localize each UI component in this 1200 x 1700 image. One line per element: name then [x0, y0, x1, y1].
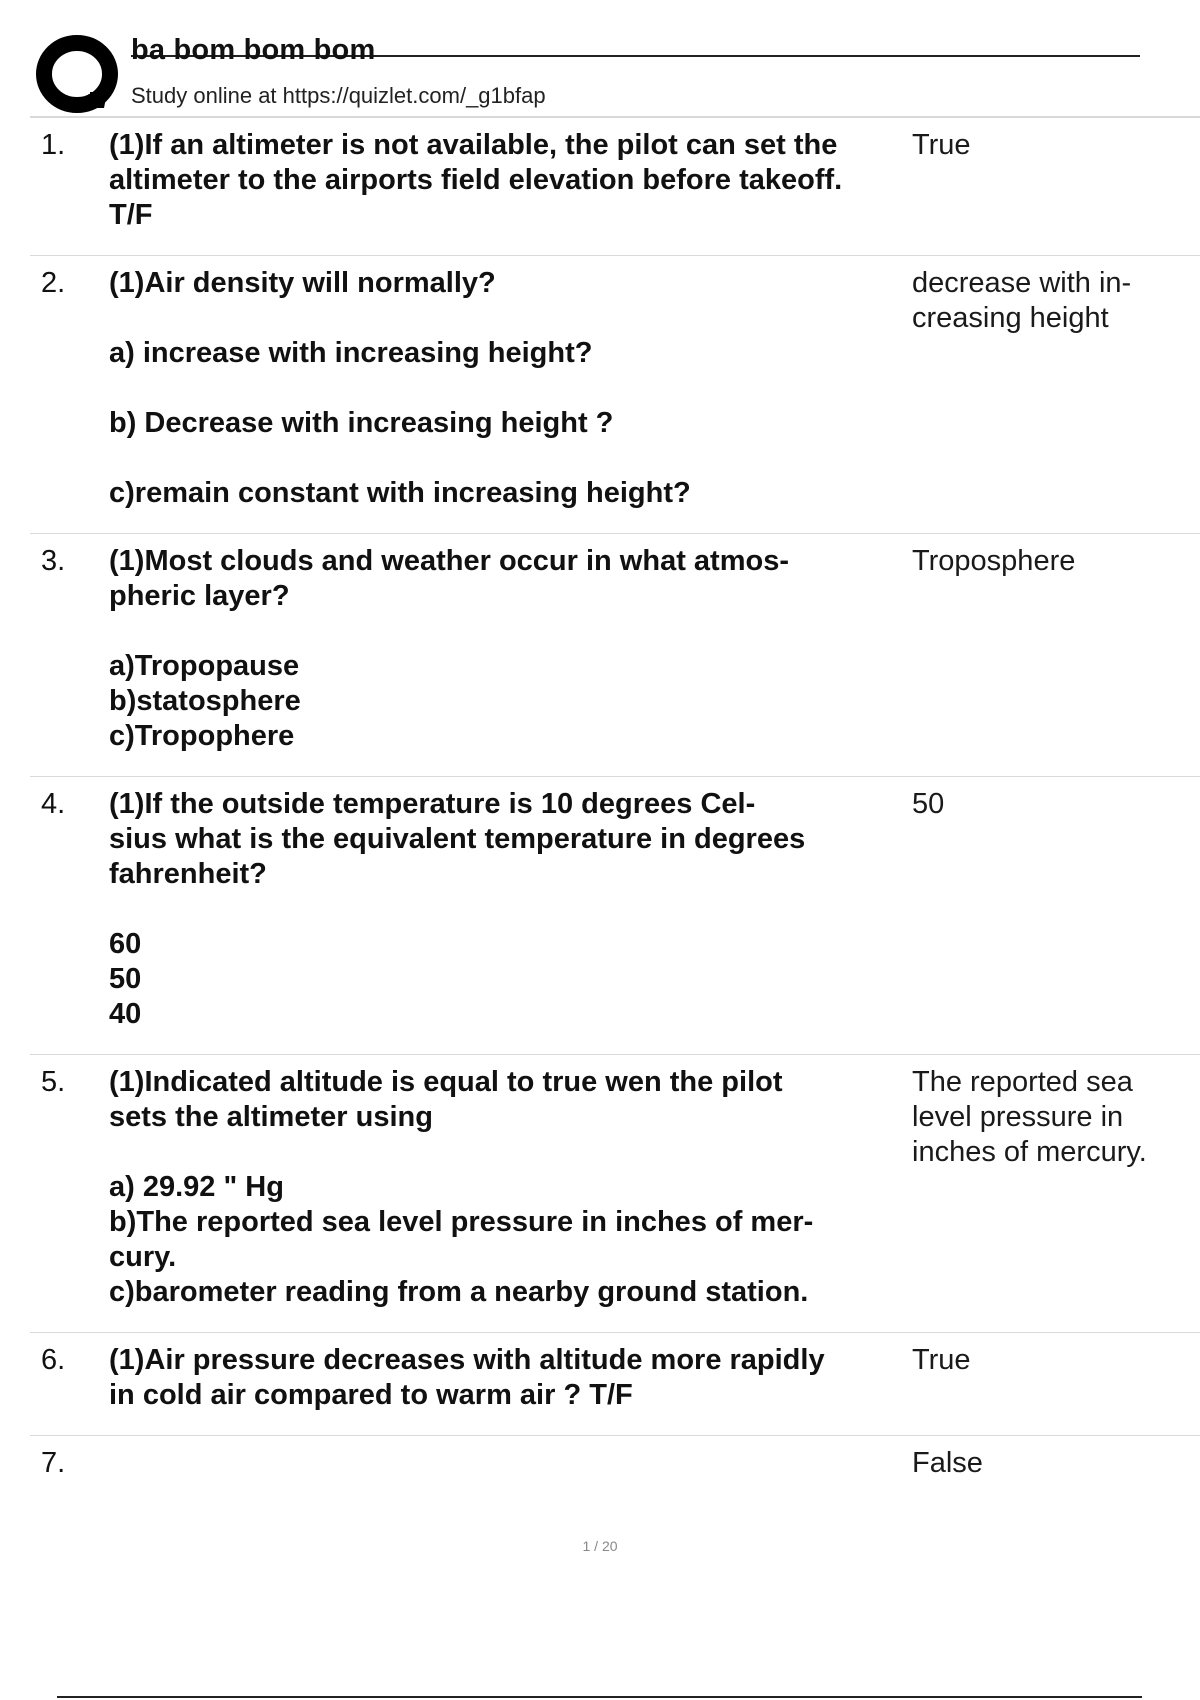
card-definition	[911, 787, 1200, 1032]
term-line: (1)Air density will normally?	[109, 267, 496, 299]
term-line: (1)Indicated altitude is equal to true wen the pilot	[109, 1066, 783, 1098]
term-spacer	[109, 892, 903, 927]
term-spacer	[109, 614, 903, 649]
card-definition	[911, 266, 1200, 511]
definition-line: 50	[912, 788, 945, 820]
card-number: 6.	[41, 1344, 66, 1376]
study-online-link[interactable]: Study online at https://quizlet.com/_g1bfap	[131, 83, 546, 108]
definition-line: True	[912, 129, 971, 161]
term-line: sets the altimeter using	[109, 1101, 433, 1133]
definition-line: The reported sea	[912, 1066, 1133, 1098]
card-term	[109, 1343, 911, 1413]
flashcard-row	[30, 256, 1200, 534]
card-number: 2.	[41, 267, 66, 299]
definition-line: Troposphere	[912, 545, 1076, 577]
flashcard-row	[30, 1333, 1200, 1436]
term-line: 50	[109, 963, 142, 995]
set-title: ba bom bom bom	[131, 34, 376, 66]
card-definition	[911, 544, 1200, 754]
term-line: (1)Air pressure decreases with altitude more rapidly	[109, 1344, 825, 1376]
definition-line: level pressure in	[912, 1101, 1124, 1133]
definition-line: decrease with in-	[912, 267, 1132, 299]
card-number: 4.	[41, 788, 66, 820]
term-line: c)remain constant with increasing height?	[109, 477, 691, 509]
bottom-divider	[57, 1696, 1142, 1698]
term-line: cury.	[109, 1241, 177, 1273]
flashcard-row	[30, 534, 1200, 777]
term-spacer	[109, 441, 903, 476]
definition-line: True	[912, 1344, 971, 1376]
flashcard-row	[30, 118, 1200, 256]
card-definition	[911, 1446, 1200, 1481]
card-term	[109, 544, 911, 754]
card-number: 1.	[41, 129, 66, 161]
card-term	[109, 787, 911, 1032]
term-spacer	[109, 371, 903, 406]
card-number: 7.	[41, 1447, 66, 1479]
card-number: 3.	[41, 545, 66, 577]
term-line: b)The reported sea level pressure in inches of mer-	[109, 1206, 814, 1238]
term-line: sius what is the equivalent temperature in degrees	[109, 823, 806, 855]
term-line: c)barometer reading from a nearby ground station.	[109, 1276, 809, 1308]
definition-line: creasing height	[912, 302, 1109, 334]
card-term	[109, 1065, 911, 1310]
term-line: (1)If an altimeter is not available, the pilot can set the	[109, 129, 838, 161]
card-term	[109, 1446, 911, 1481]
document-header	[30, 30, 1140, 115]
term-line: T/F	[109, 199, 153, 231]
term-line: b)statosphere	[109, 685, 301, 717]
flashcard-list	[30, 118, 1200, 1503]
term-line: (1)Most clouds and weather occur in what atmos-	[109, 545, 789, 577]
quizlet-q-logo-icon	[32, 34, 142, 114]
flashcard-row	[30, 1055, 1200, 1333]
card-definition	[911, 1065, 1200, 1310]
term-spacer	[109, 1135, 903, 1170]
term-line: b) Decrease with increasing height ?	[109, 407, 614, 439]
term-line: in cold air compared to warm air ? T/F	[109, 1379, 633, 1411]
term-line: (1)If the outside temperature is 10 degrees Cel-	[109, 788, 756, 820]
flashcard-row	[30, 777, 1200, 1055]
term-line: a)Tropopause	[109, 650, 300, 682]
term-line: fahrenheit?	[109, 858, 267, 890]
card-term	[109, 128, 911, 233]
term-line: a) increase with increasing height?	[109, 337, 593, 369]
term-line: 40	[109, 998, 142, 1030]
card-term	[109, 266, 911, 511]
term-spacer	[109, 301, 903, 336]
term-line: a) 29.92 " Hg	[109, 1171, 284, 1203]
term-line: pheric layer?	[109, 580, 290, 612]
definition-line: False	[912, 1447, 983, 1479]
card-definition	[911, 128, 1200, 233]
definition-line: inches of mercury.	[912, 1136, 1147, 1168]
term-line: altimeter to the airports field elevation before takeoff.	[109, 164, 843, 196]
term-line: c)Tropophere	[109, 720, 295, 752]
page-indicator: 1 / 20	[582, 1538, 618, 1554]
card-number: 5.	[41, 1066, 66, 1098]
term-line: 60	[109, 928, 142, 960]
card-definition	[911, 1343, 1200, 1413]
flashcard-row	[30, 1436, 1200, 1503]
